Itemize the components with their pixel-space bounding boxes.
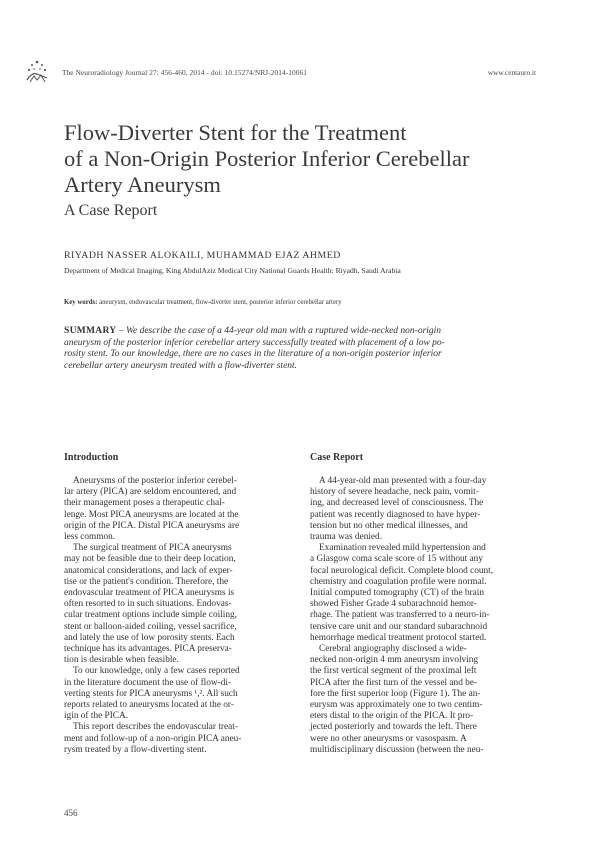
body-text-line: rhage. The patient was transferred to a neuro-in- [310,610,490,621]
summary-line: rosity stent. To our knowledge, there are no cases in the literature of a non-origin posterior inferior [64,349,442,360]
body-text-line: anatomical considerations, and lack of exper- [64,565,233,576]
body-text-line: trauma was denied. [310,532,383,543]
title-line: of a Non-Origin Posterior Inferior Cerebellar [64,146,470,171]
body-text-line: PICA after the first turn of the vessel and be- [310,677,478,688]
body-text-line: the first vertical segment of the proximal left [310,666,477,677]
body-text-line: eters distal to the origin of the PICA. It pro- [310,711,474,722]
body-text-line: eurysm was approximately one to two centim- [310,700,483,711]
summary-line: cerebellar artery aneurysm treated with a flow-diverter stent. [64,360,298,371]
body-text-line: Examination revealed mild hypertension and [319,543,486,554]
left-column-text [64,476,294,756]
body-text-line: in the literature document the use of flow-di- [64,677,232,688]
body-text-line: chemistry and coagulation profile were normal. [310,576,487,587]
body-text-line: rysm treated by a flow-diverting stent. [64,744,207,755]
body-text-line: verting stents for PICA aneurysms ¹,². All such [64,688,238,699]
body-text-line: technique has its advantages. PICA preserva- [64,644,232,655]
body-text-line: focal neurological deficit. Complete blood count, [310,565,494,576]
body-text-line: Aneurysms of the posterior inferior cerebel- [73,476,237,486]
title-line: Artery Aneurysm [64,172,221,197]
body-text-line: were no other aneurysms or vasospasm. A [310,733,467,744]
body-text-line: This report describes the endovascular treat- [73,722,238,733]
body-text-line: stent or balloon-aided coiling, vessel sacrifice, [64,621,237,632]
journal-logo [22,56,52,86]
body-text-line: Cerebral angiography disclosed a wide- [319,644,467,655]
body-text-line: A 44-year-old man presented with a four-day [319,476,487,486]
keywords [64,299,342,306]
body-text-line: igin of the PICA. [64,711,129,722]
publisher-url[interactable]: www.centauro.it [487,68,536,77]
body-text-line: tensive care unit and our standard subarachnoid [310,621,488,632]
section-heading-introduction: Introduction [64,452,119,463]
body-text-line: their management poses a therapeutic chal- [64,498,225,509]
affiliation: Department of Medical Imaging, King AbdulAziz Medical City National Guards Health; Riyadh, Saudi Arabia [64,266,401,275]
body-text-line: necked non-origin 4 mm aneurysm involving [310,655,479,666]
author-list: RIYADH NASSER ALOKAILI, MUHAMMAD EJAZ AHMED [64,250,341,261]
summary-line: SUMMARY – We describe the case of a 44-year old man with a ruptured wide-necked non-origin [64,326,442,336]
body-text-line: a Glasgow coma scale score of 15 without any [310,554,483,565]
body-text-line: ment and follow-up of a non-origin PICA aneu- [64,733,242,744]
body-text-line: less common. [64,532,116,543]
body-text-line: patient was recently diagnosed to have hyper- [310,509,481,520]
body-text-line: The surgical treatment of PICA aneurysms [73,543,232,554]
body-text-line: showed Fisher Grade 4 subarachnoid hemor- [310,599,477,610]
body-text-line: To our knowledge, only a few cases reported [73,666,240,677]
body-text-line: origin of the PICA. Distal PICA aneurysms are [64,520,240,531]
body-text-line: multidisciplinary discussion (between the neu- [310,744,484,755]
body-text-line: history of severe headache, neck pain, vomit- [310,487,479,498]
body-text-line: jected posteriorly and towards the left. There [310,722,477,733]
body-text-line: and lately the use of low porosity stents. Each [64,632,235,643]
article-title [64,120,544,222]
page-number: 456 [64,808,78,818]
body-text-line: ing, and decreased level of consciousness. The [310,498,484,509]
body-text-line: hemorrhage medical treatment protocol started. [310,632,487,643]
body-text-line: reports related to aneurysms located at the or- [64,700,234,711]
body-text-line: endovascular treatment of PICA aneurysms is [64,588,235,599]
running-head: The Neuroradiology Journal 27: 456-460, 2014 - doi: 10.15274/NRJ-2014-10061 [62,68,308,77]
body-text-line: may not be feasible due to their deep location, [64,554,236,565]
right-column-text [310,476,540,756]
title-line: Flow-Diverter Stent for the Treatment [64,120,407,145]
summary-label: SUMMARY [64,326,117,336]
article-subtitle: A Case Report [64,202,158,219]
body-text-line: fore the first superior loop (Figure 1). The an- [310,688,481,699]
body-text-line: cular treatment options include simple coiling, [64,610,237,621]
body-text-line: lar artery (PICA) are seldom encountered, and [64,487,237,498]
summary-abstract [64,326,538,372]
body-text-line: Initial computed tomography (CT) of the brain [310,588,485,599]
body-text-line: lenge. Most PICA aneurysms are located at the [64,509,239,520]
keywords-text: aneurysm, endovascular treatment, flow-diverter stent, posterior inferior cerebellar artery [99,299,342,306]
body-text-line: tension but no other medical illnesses, and [310,520,468,531]
body-text-line: tion is desirable when feasible. [64,655,179,666]
body-text-line: tise or the patient's condition. Therefore, the [64,576,229,587]
keywords-label: Key words: [64,299,98,306]
section-heading-case-report: Case Report [310,452,364,463]
summary-line: aneurysm of the posterior inferior cerebellar artery successfully treated with placement of a low po- [64,337,445,348]
body-text-line: often resorted to in such situations. Endovas- [64,599,232,610]
